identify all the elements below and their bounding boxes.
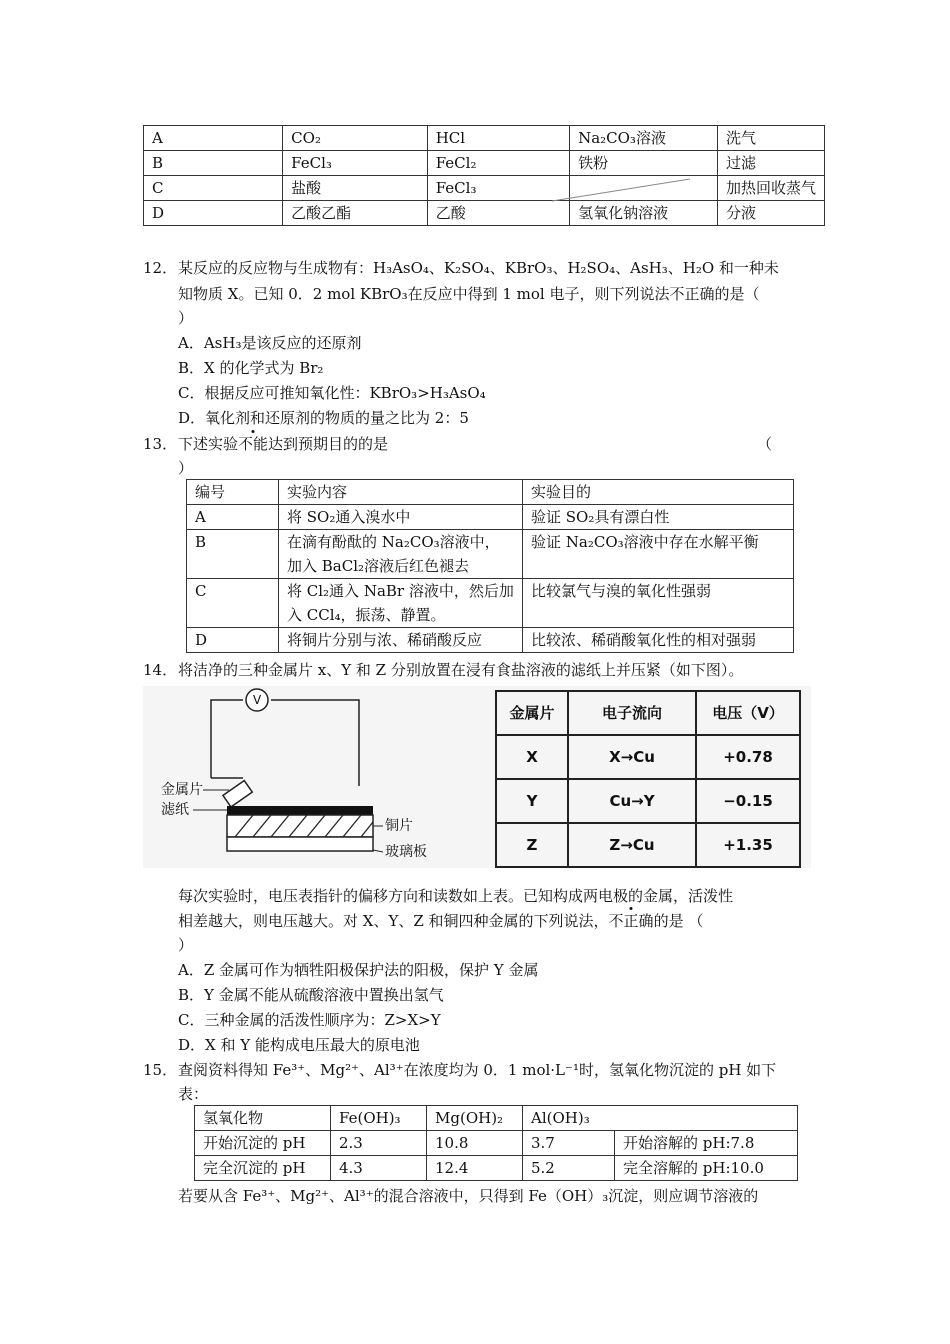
q13-paren-left: （ xyxy=(757,435,773,453)
q14-para-b: 的是 （ xyxy=(653,912,704,930)
table-cell: FeCl₃ xyxy=(283,151,428,176)
table-cell: +0.78 xyxy=(696,735,800,779)
table-cell: −0.15 xyxy=(696,779,800,823)
table-cell: 乙酸乙酯 xyxy=(283,201,428,226)
table-cell: A xyxy=(187,505,279,530)
table-cell: FeCl₃ xyxy=(427,176,569,201)
table-cell: X→Cu xyxy=(568,735,696,779)
header-cell: Mg(OH)₂ xyxy=(427,1106,523,1131)
table-cell: 3.7 xyxy=(523,1131,615,1156)
q15-stem-line1: 查阅资料得知 Fe³⁺、Mg²⁺、Al³⁺在浓度均为 0．1 mol·L⁻¹时，氢氧化物沉淀的 pH 如下 xyxy=(178,1061,777,1079)
voltmeter-icon: V xyxy=(253,693,262,707)
table-cell: D xyxy=(144,201,283,226)
table-row xyxy=(496,823,800,867)
q12-stem-line3: ） xyxy=(178,309,194,327)
table-cell: CO₂ xyxy=(283,126,428,151)
table-row xyxy=(144,201,825,226)
table-cell: 铁粉 xyxy=(570,151,718,176)
q13-paren-right: ） xyxy=(178,459,194,477)
table-cell: D xyxy=(187,628,279,653)
table-cell: 10.8 xyxy=(427,1131,523,1156)
slash-line xyxy=(552,177,690,203)
q14-para-emphasis xyxy=(609,912,654,930)
q13-number: 13． xyxy=(143,435,178,453)
header-cell: 金属片 xyxy=(496,691,568,735)
q14-para-line1: 每次实验时，电压表指针的偏移方向和读数如上表。已知构成两电极的金属，活泼性 xyxy=(178,887,734,905)
hydroxide-ph-table xyxy=(194,1105,798,1181)
table-cell: Y xyxy=(496,779,568,823)
table-cell: 2.3 xyxy=(331,1131,427,1156)
q14-para-a: 相差越大，则电压越大。对 X、Y、Z 和铜四种金属的下列说法， xyxy=(178,912,609,930)
header-cell: 电压（V） xyxy=(696,691,800,735)
table-cell: 12.4 xyxy=(427,1156,523,1181)
q14-option-d: D．X 和 Y 能构成电压最大的原电池 xyxy=(178,1036,420,1054)
table-row xyxy=(187,480,794,505)
q12-number: 12． xyxy=(143,259,178,277)
electron-flow-table xyxy=(495,690,801,868)
table-cell: 比较氯气与溴的氧化性强弱 xyxy=(523,579,794,628)
q13-stem-a: 下述实验 xyxy=(178,435,239,453)
table-cell: A xyxy=(144,126,283,151)
galvanic-cell-figure xyxy=(143,686,811,868)
q13-stem xyxy=(178,432,388,456)
table-cell: 将铜片分别与浓、稀硝酸反应 xyxy=(279,628,523,653)
header-cell: 实验目的 xyxy=(523,480,794,505)
q12-stem-line2: 知物质 X。已知 0．2 mol KBrO₃在反应中得到 1 mol 电子，则下列说法不正确的是（ xyxy=(178,285,760,303)
table-cell: 完全沉淀的 pH xyxy=(195,1156,331,1181)
table-cell: HCl xyxy=(427,126,569,151)
q12-option-b: B．X 的化学式为 Br₂ xyxy=(178,359,324,377)
header-cell xyxy=(615,1106,798,1131)
table-cell: 比较浓、稀硝酸氧化性的相对强弱 xyxy=(523,628,794,653)
table-cell: +1.35 xyxy=(696,823,800,867)
table-row xyxy=(144,176,825,201)
table-row xyxy=(496,779,800,823)
table-cell: 开始沉淀的 pH xyxy=(195,1131,331,1156)
q14-emph-text: 不正确 xyxy=(608,912,654,930)
table-cell: C xyxy=(187,579,279,628)
table-row xyxy=(144,126,825,151)
table-cell: 分液 xyxy=(717,201,824,226)
separation-table xyxy=(143,125,825,226)
experiment-table xyxy=(186,479,794,653)
table-row xyxy=(144,151,825,176)
q13-emph-text: 不能 xyxy=(238,435,269,453)
table-cell: Z→Cu xyxy=(568,823,696,867)
table-cell: 将 SO₂通入溴水中 xyxy=(279,505,523,530)
q12-stem-line1: 某反应的反应物与生成物有：H₃AsO₄、K₂SO₄、KBrO₃、H₂SO₄、AsH₃、H₂O 和一种未 xyxy=(178,259,779,277)
header-cell: 实验内容 xyxy=(279,480,523,505)
table-cell: 洗气 xyxy=(717,126,824,151)
table-row xyxy=(187,579,794,628)
q13-stem-emphasis xyxy=(238,435,268,453)
label-glass-plate: 玻璃板 xyxy=(385,844,427,860)
table-cell: 过滤 xyxy=(717,151,824,176)
table-cell: X xyxy=(496,735,568,779)
table-row xyxy=(195,1156,798,1181)
label-filter-paper: 滤纸 xyxy=(161,802,189,818)
table-cell: 在滴有酚酞的 Na₂CO₃溶液中，加入 BaCl₂溶液后红色褪去 xyxy=(279,530,523,579)
label-copper-plate: 铜片 xyxy=(385,818,413,834)
header-cell: Al(OH)₃ xyxy=(523,1106,615,1131)
apparatus-diagram xyxy=(143,686,503,868)
table-cell: 开始溶解的 pH:7.8 xyxy=(615,1131,798,1156)
table-cell: 乙酸 xyxy=(427,201,569,226)
q12-option-a: A．AsH₃是该反应的还原剂 xyxy=(178,334,362,352)
table-row xyxy=(195,1106,798,1131)
table-cell: 盐酸 xyxy=(283,176,428,201)
q15-number: 15． xyxy=(143,1061,178,1079)
table-row xyxy=(187,628,794,653)
q15-tail: 若要从含 Fe³⁺、Mg²⁺、Al³⁺的混合溶液中，只得到 Fe（OH）₃沉淀，则应调节溶液的 xyxy=(178,1187,759,1205)
q14-para-line2 xyxy=(178,909,703,933)
table-cell: Na₂CO₃溶液 xyxy=(570,126,718,151)
table-row xyxy=(496,735,800,779)
table-cell: FeCl₂ xyxy=(427,151,569,176)
table-row xyxy=(195,1131,798,1156)
table-cell: B xyxy=(187,530,279,579)
q14-option-c: C．三种金属的活泼性顺序为：Z>X>Y xyxy=(178,1011,441,1029)
table-cell: B xyxy=(144,151,283,176)
q14-stem: 将洁净的三种金属片 x、Y 和 Z 分别放置在浸有食盐溶液的滤纸上并压紧（如下图）。 xyxy=(178,661,744,679)
table-cell: Cu→Y xyxy=(568,779,696,823)
q14-option-a: A．Z 金属可作为牺牲阳极保护法的阳极，保护 Y 金属 xyxy=(178,961,539,979)
table-cell: 氢氧化钠溶液 xyxy=(570,201,718,226)
q12-option-c: C．根据反应可推知氧化性：KBrO₃>H₃AsO₄ xyxy=(178,384,486,402)
q14-option-b: B．Y 金属不能从硫酸溶液中置换出氢气 xyxy=(178,986,444,1004)
q12-option-d: D．氧化剂和还原剂的物质的量之比为 2：5 xyxy=(178,409,469,427)
table-row xyxy=(496,691,800,735)
table-row xyxy=(187,530,794,579)
table-cell: 将 Cl₂通入 NaBr 溶液中，然后加入 CCl₄，振荡、静置。 xyxy=(279,579,523,628)
table-cell: 5.2 xyxy=(523,1156,615,1181)
table-cell: Z xyxy=(496,823,568,867)
table-cell: 验证 SO₂具有漂白性 xyxy=(523,505,794,530)
table-cell: 4.3 xyxy=(331,1156,427,1181)
header-cell: 编号 xyxy=(187,480,279,505)
q15-stem-line2: 表： xyxy=(178,1085,209,1103)
q13-stem-b: 达到预期目的的是 xyxy=(268,435,389,453)
table-cell: 完全溶解的 pH:10.0 xyxy=(615,1156,798,1181)
label-metal-piece: 金属片 xyxy=(161,782,203,798)
q14-para-line3: ） xyxy=(178,936,194,954)
header-cell: Fe(OH)₃ xyxy=(331,1106,427,1131)
q14-number: 14． xyxy=(143,661,178,679)
table-cell: C xyxy=(144,176,283,201)
header-cell: 电子流向 xyxy=(568,691,696,735)
table-row xyxy=(187,505,794,530)
table-cell: 加热回收蒸气 xyxy=(717,176,824,201)
table-cell: 验证 Na₂CO₃溶液中存在水解平衡 xyxy=(523,530,794,579)
header-cell: 氢氧化物 xyxy=(195,1106,331,1131)
